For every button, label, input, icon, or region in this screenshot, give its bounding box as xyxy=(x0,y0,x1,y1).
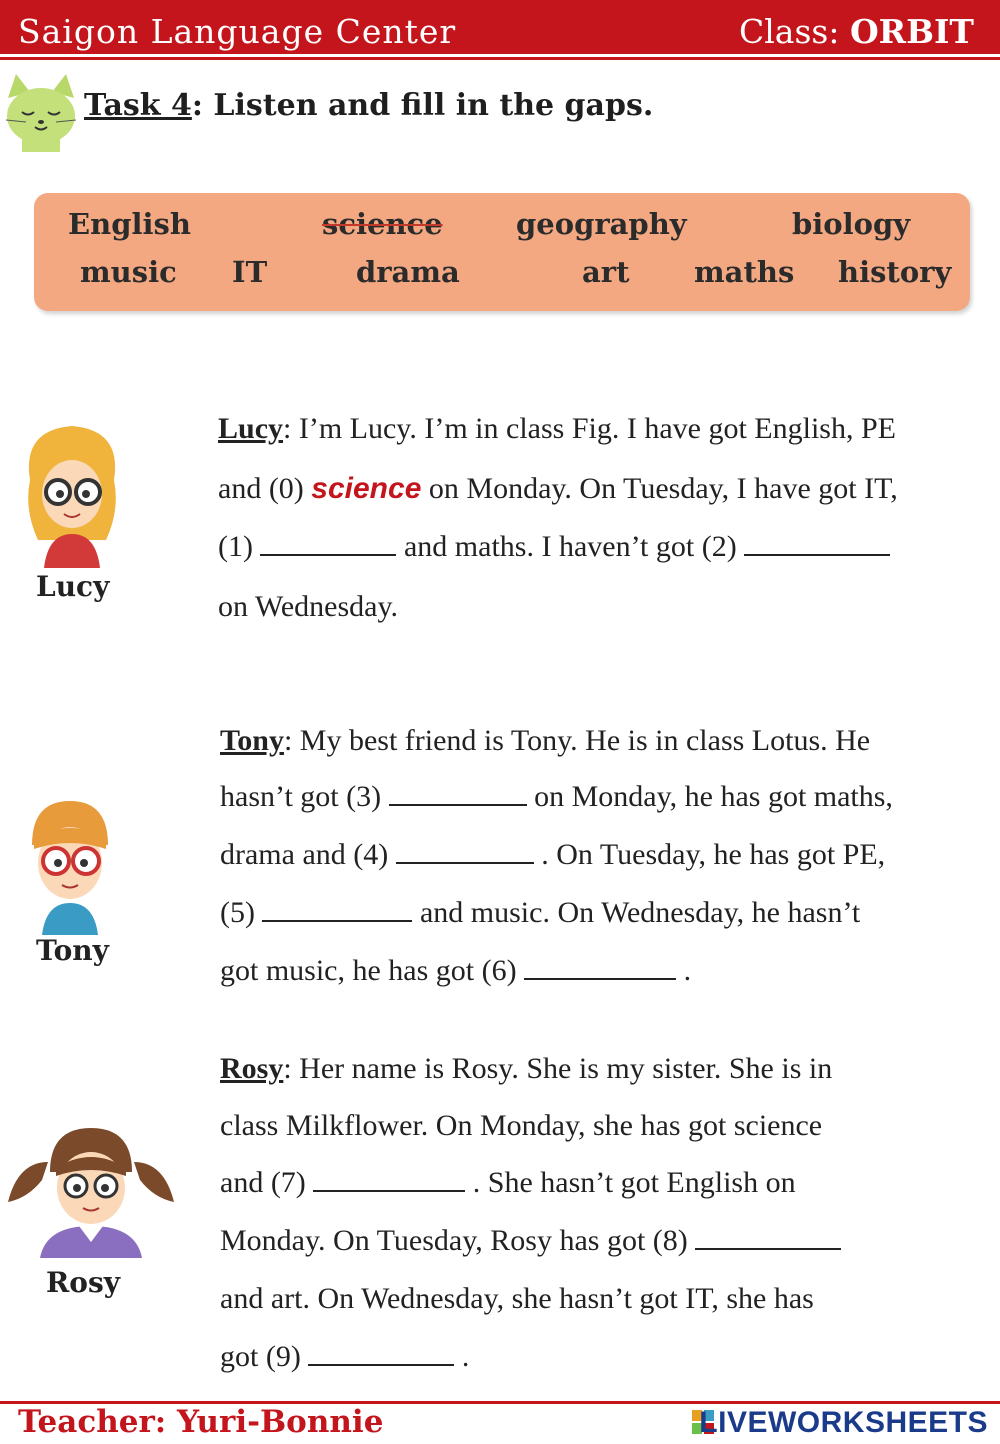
class-label: Class: xyxy=(738,12,840,51)
student-name: Rosy xyxy=(220,1052,284,1085)
lucy-label: Lucy xyxy=(36,570,110,603)
blank-8[interactable] xyxy=(695,1226,841,1250)
word-bank-word-used: science xyxy=(322,207,443,241)
word-bank-word: art xyxy=(582,255,630,289)
blank-5[interactable] xyxy=(262,898,412,922)
blank-2[interactable] xyxy=(744,532,890,556)
word-bank-word: English xyxy=(68,207,191,241)
word-bank-word: music xyxy=(80,255,177,289)
word-bank-word: history xyxy=(838,255,952,289)
brand-name: LIVEWORKSHEETS xyxy=(699,1406,988,1439)
lucy-avatar xyxy=(20,420,124,568)
word-bank-word: maths xyxy=(694,255,795,289)
task-number: Task 4 xyxy=(84,88,192,123)
rosy-avatar xyxy=(4,1122,178,1258)
word-bank xyxy=(34,193,970,311)
student-name: Lucy xyxy=(218,412,284,445)
tony-label: Tony xyxy=(36,934,109,967)
tony-avatar xyxy=(16,795,120,935)
class-info xyxy=(739,12,974,51)
task-title xyxy=(84,88,653,123)
rosy-label: Rosy xyxy=(46,1266,120,1299)
teacher-name: Teacher: Yuri-Bonnie xyxy=(18,1404,384,1440)
cat-icon xyxy=(2,72,80,152)
blank-1[interactable] xyxy=(260,532,396,556)
task-instruction: : Listen and fill in the gaps. xyxy=(191,88,654,123)
class-name: ORBIT xyxy=(849,12,974,51)
school-name: Saigon Language Center xyxy=(18,12,457,51)
blank-6[interactable] xyxy=(524,956,676,980)
word-bank-word: biology xyxy=(792,207,911,241)
blank-7[interactable] xyxy=(313,1168,465,1192)
example-answer: science xyxy=(311,472,422,505)
header-divider xyxy=(0,57,1000,60)
student-name: Tony xyxy=(220,724,284,757)
blank-4[interactable] xyxy=(396,840,534,864)
word-bank-word: IT xyxy=(232,255,268,289)
blank-3[interactable] xyxy=(389,782,527,806)
word-bank-word: drama xyxy=(356,255,460,289)
header-bar xyxy=(0,0,1000,54)
word-bank-word: geography xyxy=(516,207,687,241)
blank-9[interactable] xyxy=(308,1342,454,1366)
